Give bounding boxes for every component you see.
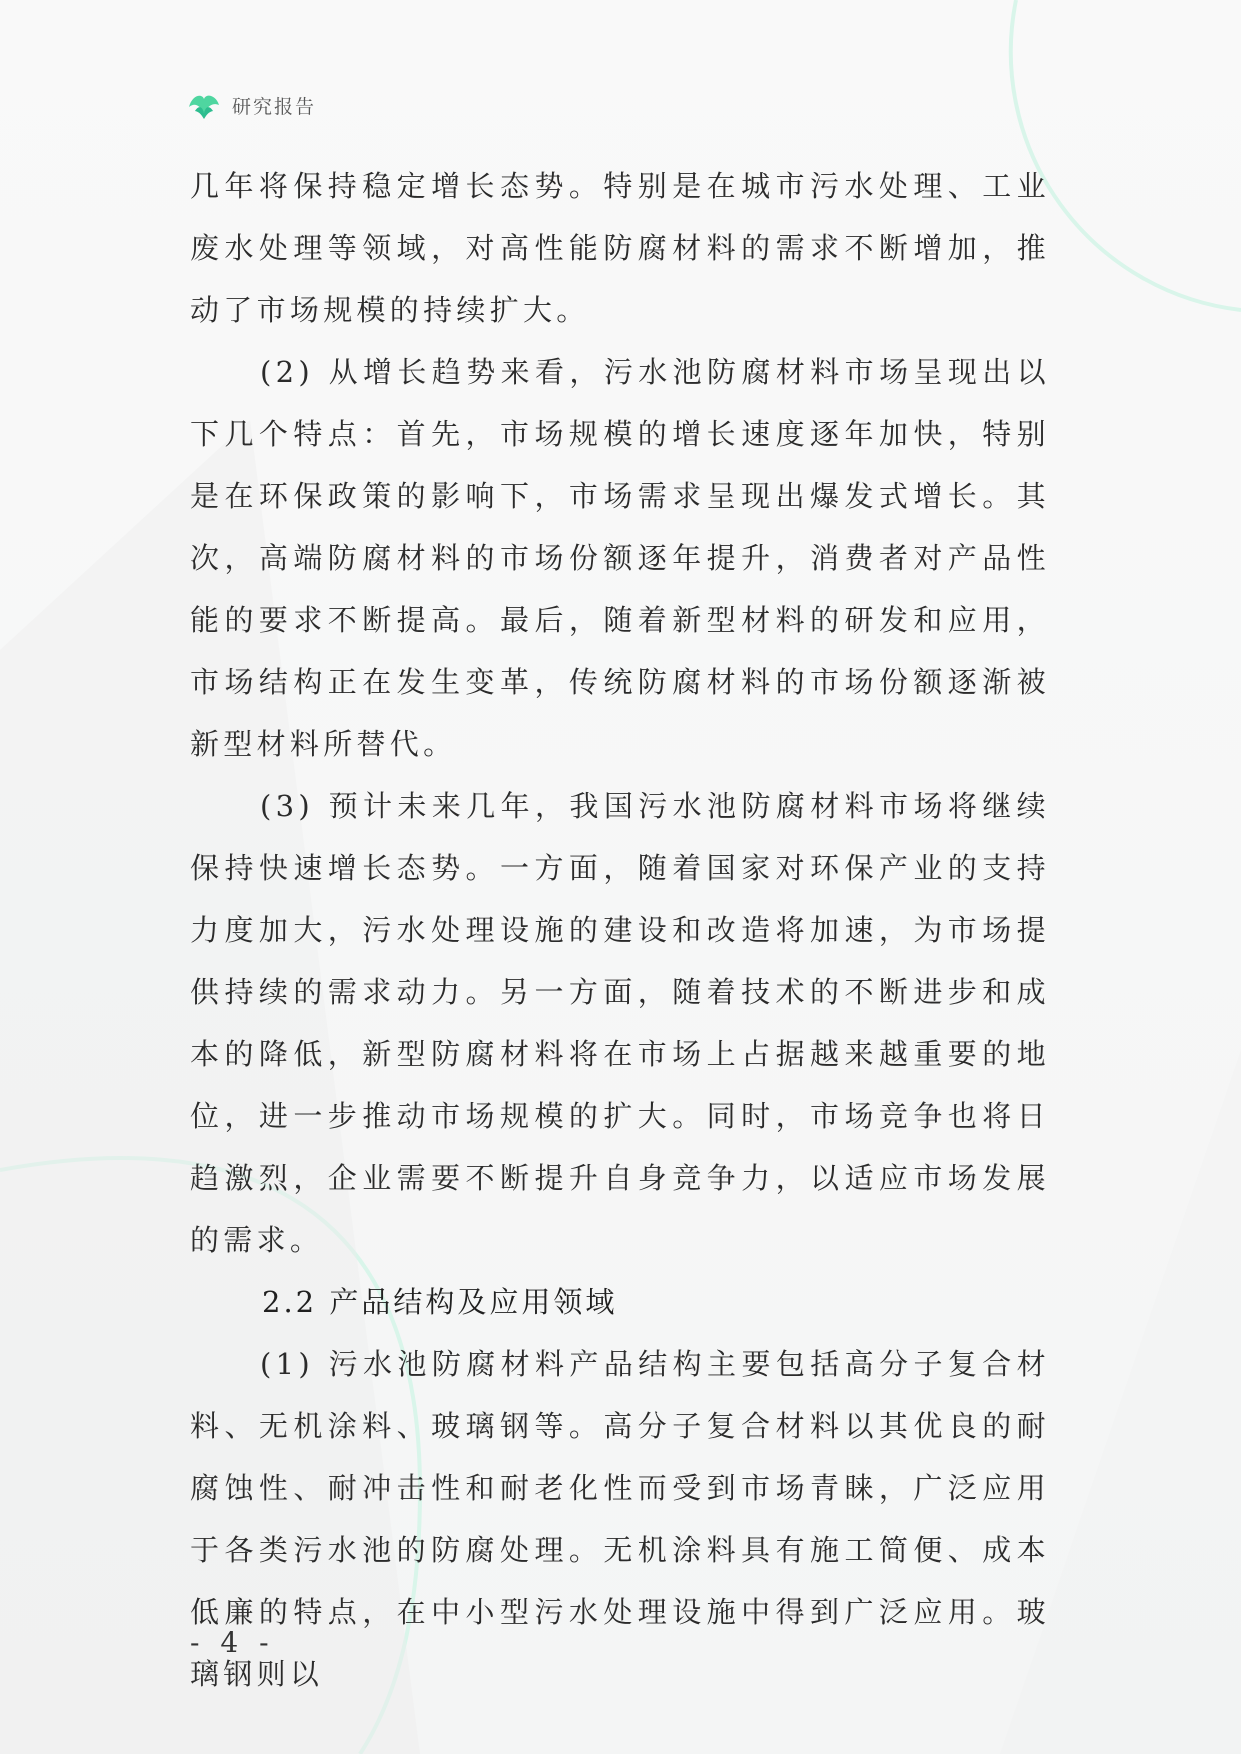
report-title: 研究报告 <box>232 95 317 118</box>
body-paragraph: (2) 从增长趋势来看，污水池防腐材料市场呈现出以下几个特点：首先，市场规模的增长速度逐年加快，特别是在环保政策的影响下，市场需求呈现出爆发式增长。其次，高端防腐材料的市场份额逐年提升，消费者对产品性能的要求不断提高。最后，随着新型材料的研发和应用，市场结构正在发生变革，传统防腐材料的市场份额逐渐被新型材料所替代。 <box>190 355 1050 761</box>
body-paragraph: (1) 污水池防腐材料产品结构主要包括高分子复合材料、无机涂料、玻璃钢等。高分子复合材料以其优良的耐腐蚀性、耐冲击性和耐老化性而受到市场青睐，广泛应用于各类污水池的防腐处理。无机涂料具有施工简便、成本低廉的特点，在中小型污水处理设施中得到广泛应用。玻璃钢则以 <box>190 1347 1050 1691</box>
body-paragraph: (3) 预计未来几年，我国污水池防腐材料市场将继续保持快速增长态势。一方面，随着国家对环保产业的支持力度加大，污水处理设施的建设和改造将加速，为市场提供持续的需求动力。另一方面，随着技术的不断进步和成本的降低，新型防腐材料将在市场上占据越来越重要的地位，进一步推动市场规模的扩大。同时，市场竞争也将日趋激烈，企业需要不断提升自身竞争力，以适应市场发展的需求。 <box>190 789 1050 1257</box>
page-number: - 4 - <box>190 1626 275 1659</box>
section-heading: 2.2 产品结构及应用领域 <box>262 1285 618 1319</box>
document-body <box>190 155 1050 1705</box>
leaf-logo-icon <box>186 87 222 123</box>
report-header <box>186 87 316 123</box>
body-paragraph: 几年将保持稳定增长态势。特别是在城市污水处理、工业废水处理等领域，对高性能防腐材料的需求不断增加，推动了市场规模的持续扩大。 <box>190 169 1050 327</box>
